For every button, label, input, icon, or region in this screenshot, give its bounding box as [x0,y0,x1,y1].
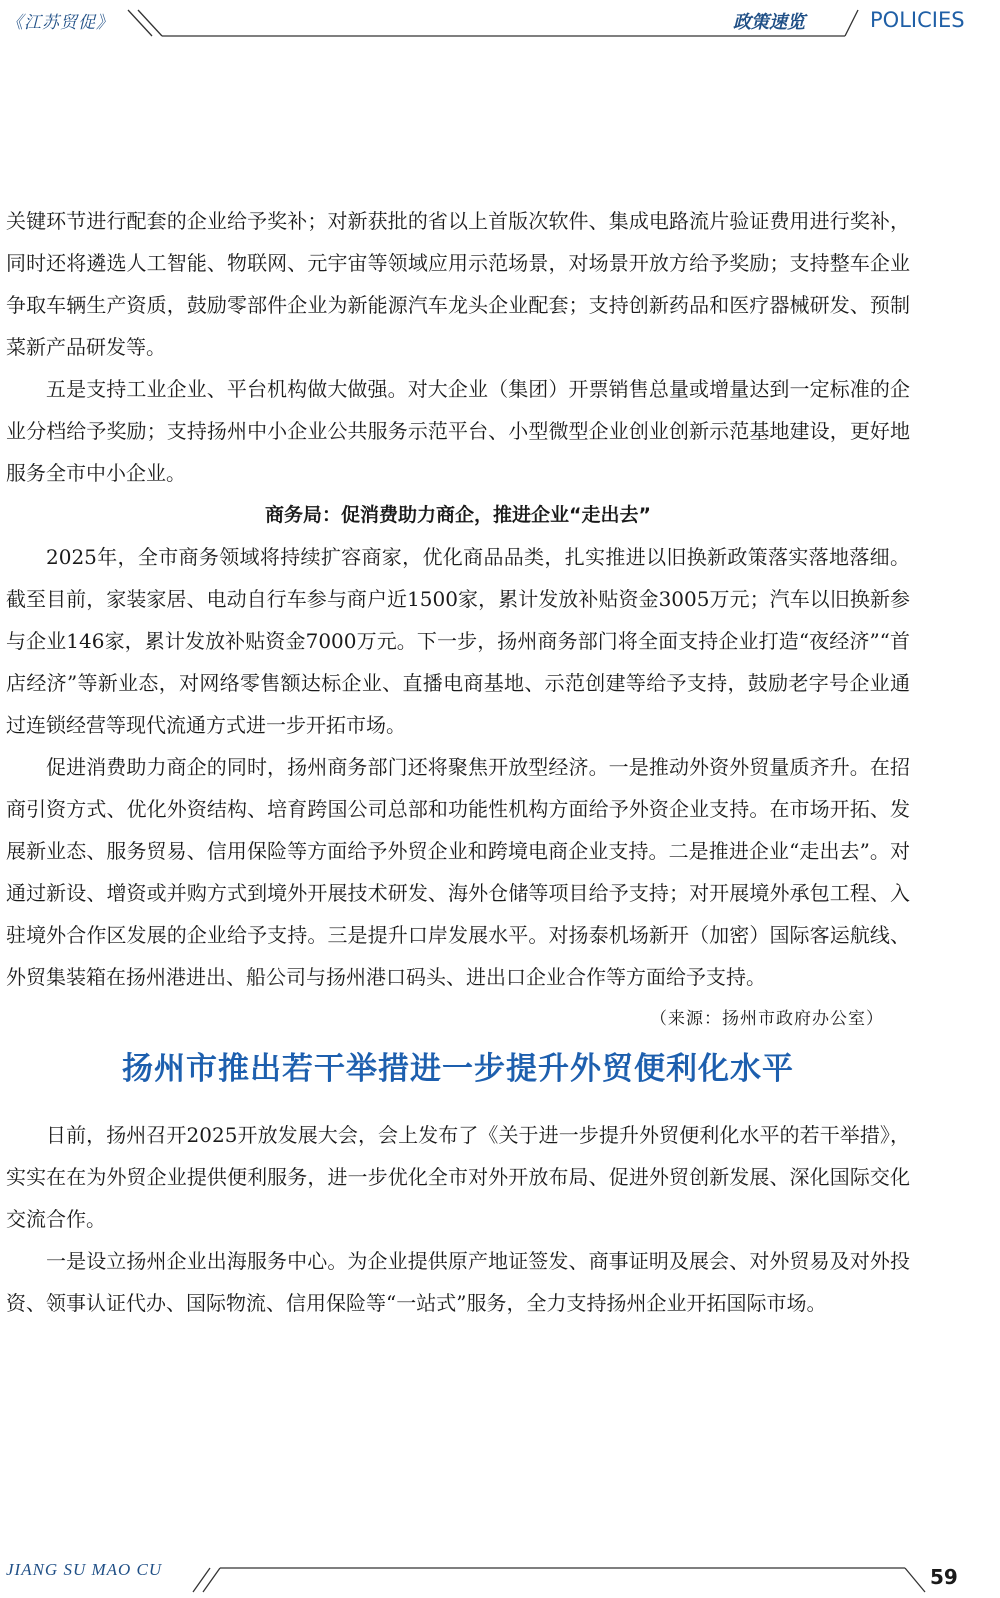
article-body [6,200,910,1324]
paragraph [6,746,910,1029]
section-title-cn: 政策速览 [733,12,805,33]
article-title: 扬州市推出若干举措进一步提升外贸便利化水平 [122,1051,794,1087]
source-credit: （来源：扬州市政府办公室） [650,1009,884,1029]
section-subheading: 商务局：促消费助力商企，推进企业“走出去” [265,504,651,526]
magazine-name-en: JIANG SU MAO CU [6,1560,163,1579]
paragraph: 2025年，全市商务领域将持续扩容商家，优化商品品类，扎实推进以旧换新政策落实落地落细。截至目前，家装家居、电动自行车参与商户近1500家，累计发放补贴资金3005万元；汽车以旧换新参与企业146家，累计发放补贴资金7000万元。下一步，扬州商务部门将全面支持企业打造“夜经济”“首店经济”等新业态，对网络零售额达标企业、直播电商基地、示范创建等给予支持，鼓励老字号企业通过连锁经营等现代流通方式进一步开拓市场。 [6,545,910,737]
paragraph-text: 促进消费助力商企的同时，扬州商务部门还将聚焦开放型经济。一是推动外资外贸量质齐升。在招商引资方式、优化外资结构、培育跨国公司总部和功能性机构方面给予外资企业支持。在市场开拓、发展新业态、服务贸易、信用保险等方面给予外贸企业和跨境电商企业支持。二是推进企业“走出去”。对通过新设、增资或并购方式到境外开展技术研发、海外仓储等项目给予支持；对开展境外承包工程、入驻境外合作区发展的企业给予支持。三是提升口岸发展水平。对扬泰机场新开（加密）国际客运航线、外贸集装箱在扬州港进出、船公司与扬州港口码头、进出口企业合作等方面给予支持。 [6,755,910,989]
paragraph: 关键环节进行配套的企业给予奖补；对新获批的省以上首版次软件、集成电路流片验证费用进行奖补，同时还将遴选人工智能、物联网、元宇宙等领域应用示范场景，对场景开放方给予奖励；支持整车企业争取车辆生产资质，鼓励零部件企业为新能源汽车龙头企业配套；支持创新药品和医疗器械研发、预制菜新产品研发等。 [6,209,910,359]
page-header [0,0,1000,60]
page-number: 59 [930,1565,958,1589]
magazine-brand: 《江苏贸促》 [6,13,114,33]
paragraph: 日前，扬州召开2025开放发展大会，会上发布了《关于进一步提升外贸便利化水平的若干举措》，实实在在为外贸企业提供便利服务，进一步优化全市对外开放布局、促进外贸创新发展、深化国际交化交流合作。 [6,1123,910,1231]
header-rule [0,0,1000,60]
section-title-en: POLICIES [870,8,965,32]
paragraph: 一是设立扬州企业出海服务中心。为企业提供原产地证签发、商事证明及展会、对外贸易及对外投资、领事认证代办、国际物流、信用保险等“一站式”服务，全力支持扬州企业开拓国际市场。 [6,1249,910,1315]
paragraph: 五是支持工业企业、平台机构做大做强。对大企业（集团）开票销售总量或增量达到一定标准的企业分档给予奖励；支持扬州中小企业公共服务示范平台、小型微型企业创业创新示范基地建设，更好地服务全市中小企业。 [6,377,910,485]
